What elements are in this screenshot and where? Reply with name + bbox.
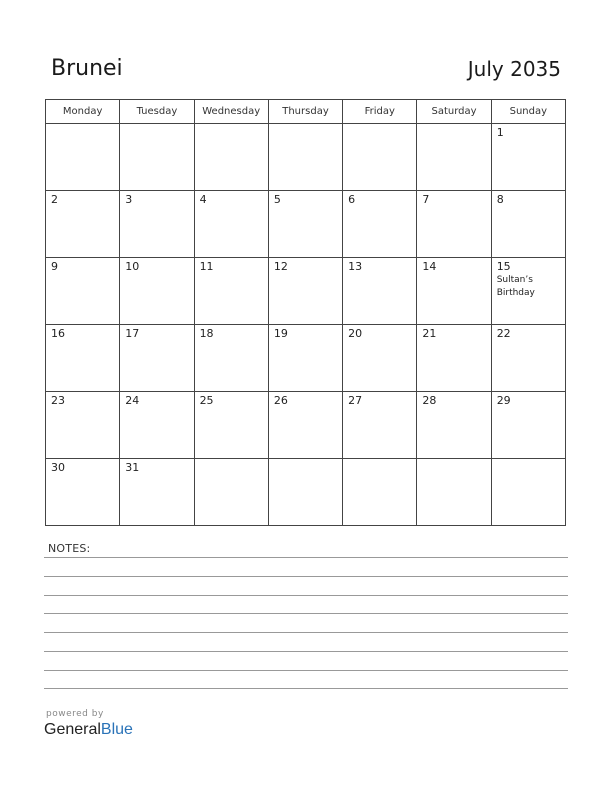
day-number: 6 bbox=[348, 193, 356, 206]
day-cell bbox=[268, 191, 342, 258]
day-cell bbox=[194, 258, 268, 325]
day-number: 3 bbox=[125, 193, 133, 206]
day-number: 22 bbox=[496, 327, 511, 340]
week-row bbox=[46, 124, 566, 191]
note-line bbox=[44, 557, 568, 558]
day-cell bbox=[343, 325, 417, 392]
week-row bbox=[46, 325, 566, 392]
country-title: Brunei bbox=[51, 56, 123, 81]
powered-by-text: powered by bbox=[46, 709, 104, 719]
day-cell bbox=[343, 124, 417, 191]
day-cell bbox=[417, 392, 491, 459]
note-line bbox=[44, 632, 568, 633]
day-cell bbox=[46, 325, 120, 392]
holiday-label: Sultan’s Birthday bbox=[496, 275, 535, 298]
day-number: 13 bbox=[348, 260, 363, 273]
day-number: 23 bbox=[51, 394, 65, 407]
day-cell bbox=[491, 258, 565, 325]
day-cell bbox=[343, 392, 417, 459]
day-cell bbox=[46, 392, 120, 459]
day-cell bbox=[120, 191, 194, 258]
day-number: 27 bbox=[348, 394, 363, 407]
day-cell bbox=[268, 325, 342, 392]
day-cell bbox=[417, 258, 491, 325]
day-number: 8 bbox=[496, 193, 504, 206]
day-number: 26 bbox=[273, 394, 288, 407]
note-line bbox=[44, 670, 568, 671]
day-number: 1 bbox=[496, 126, 504, 139]
weekday-saturday: Saturday bbox=[417, 100, 491, 124]
day-number: 29 bbox=[496, 394, 511, 407]
day-number: 9 bbox=[51, 260, 58, 273]
day-number: 25 bbox=[199, 394, 214, 407]
weekday-sunday: Sunday bbox=[491, 100, 565, 124]
day-cell bbox=[194, 459, 268, 526]
day-number: 16 bbox=[51, 327, 65, 340]
day-number: 10 bbox=[125, 260, 140, 273]
day-cell bbox=[46, 258, 120, 325]
day-cell bbox=[343, 459, 417, 526]
day-number: 14 bbox=[422, 260, 437, 273]
day-cell bbox=[120, 325, 194, 392]
day-cell bbox=[194, 392, 268, 459]
day-cell bbox=[194, 124, 268, 191]
day-cell bbox=[491, 325, 565, 392]
day-cell bbox=[268, 392, 342, 459]
day-number: 2 bbox=[51, 193, 58, 206]
day-cell bbox=[46, 124, 120, 191]
note-line bbox=[44, 651, 568, 652]
day-cell bbox=[194, 325, 268, 392]
day-cell bbox=[120, 258, 194, 325]
day-cell bbox=[194, 191, 268, 258]
day-cell bbox=[120, 392, 194, 459]
day-number: 17 bbox=[125, 327, 140, 340]
calendar-body bbox=[46, 124, 566, 526]
calendar-grid bbox=[45, 99, 566, 526]
day-cell bbox=[120, 459, 194, 526]
day-cell bbox=[268, 258, 342, 325]
day-number: 20 bbox=[348, 327, 363, 340]
day-cell bbox=[417, 191, 491, 258]
month-title: July 2035 bbox=[467, 57, 561, 81]
week-row bbox=[46, 191, 566, 258]
weekday-thursday: Thursday bbox=[268, 100, 342, 124]
day-number: 5 bbox=[273, 193, 281, 206]
day-cell bbox=[417, 124, 491, 191]
day-number: 15 bbox=[496, 260, 511, 273]
day-number: 21 bbox=[422, 327, 437, 340]
weekday-friday: Friday bbox=[343, 100, 417, 124]
day-cell bbox=[417, 325, 491, 392]
note-line bbox=[44, 576, 568, 577]
week-row bbox=[46, 258, 566, 325]
day-number: 4 bbox=[199, 193, 207, 206]
day-cell bbox=[268, 124, 342, 191]
notes-label: NOTES: bbox=[48, 542, 91, 555]
day-cell bbox=[491, 191, 565, 258]
week-row bbox=[46, 459, 566, 526]
day-number: 12 bbox=[273, 260, 288, 273]
day-cell bbox=[46, 191, 120, 258]
day-cell bbox=[46, 459, 120, 526]
day-number: 28 bbox=[422, 394, 437, 407]
day-cell bbox=[268, 459, 342, 526]
note-line bbox=[44, 613, 568, 614]
day-number: 7 bbox=[422, 193, 430, 206]
day-number: 24 bbox=[125, 394, 140, 407]
weekday-wednesday: Wednesday bbox=[194, 100, 268, 124]
day-number: 31 bbox=[125, 461, 140, 474]
weekday-header-row bbox=[46, 100, 566, 124]
brand-logo[interactable] bbox=[44, 721, 133, 739]
brand-general: General bbox=[44, 721, 101, 738]
day-cell bbox=[491, 459, 565, 526]
day-cell bbox=[491, 392, 565, 459]
weekday-tuesday: Tuesday bbox=[120, 100, 194, 124]
day-number: 18 bbox=[199, 327, 214, 340]
note-line bbox=[44, 688, 568, 689]
week-row bbox=[46, 392, 566, 459]
day-cell bbox=[120, 124, 194, 191]
day-cell bbox=[343, 258, 417, 325]
brand-blue: Blue bbox=[100, 721, 133, 738]
day-number: 19 bbox=[273, 327, 288, 340]
note-line bbox=[44, 595, 568, 596]
day-cell bbox=[343, 191, 417, 258]
day-cell bbox=[417, 459, 491, 526]
weekday-monday: Monday bbox=[46, 100, 120, 124]
day-number: 11 bbox=[199, 260, 214, 273]
day-number: 30 bbox=[51, 461, 65, 474]
day-cell bbox=[491, 124, 565, 191]
